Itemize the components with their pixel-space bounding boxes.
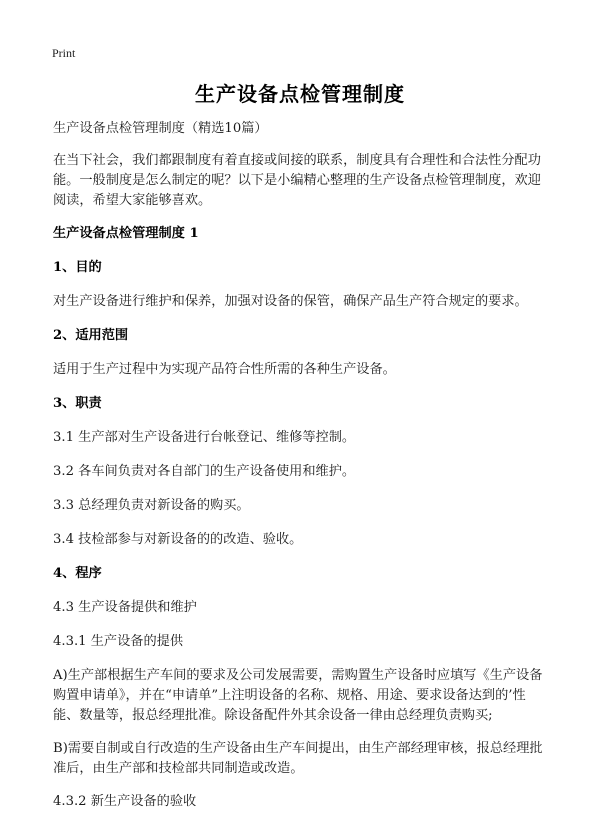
heading-duty: 3、职责 [53,396,102,411]
intro-paragraph: 在当下社会，我们都跟制度有着直接或间接的联系，制度具有合理性和合法性分配功能。一般制度是怎么制定的呢？以下是小编精心整理的生产设备点检管理制度，欢迎阅读，希望大家能够喜欢。 [53,153,541,208]
paragraph-a: A)生产部根据生产车间的要求及公司发展需要，需购置生产设备时应填写《生产设备购置申请单》，并在“申请单”上注明设备的名称、规格、用途、要求设备达到的’性能、数量等，报总经理批准。除设备配件外其余设备一律由总经理负责购买; [53,668,543,723]
procedure-subheading: 4.3.2 新生产设备的验收 [53,794,197,809]
document-body [53,119,549,812]
paragraph-b: B)需要自制或自行改造的生产设备由生产车间提出，由生产部经理审核，报总经理批准后，由生产部和技检部共同制造或改造。 [53,741,543,776]
duty-item: 3.4 技检部参与对新设备的的改造、验收。 [53,532,303,547]
print-label: Print [52,46,76,60]
section-heading: 生产设备点检管理制度 1 [53,226,199,241]
procedure-subheading: 4.3.1 生产设备的提供 [53,634,184,649]
heading-scope: 2、适用范围 [53,328,129,343]
duty-item: 3.2 各车间负责对各自部门的生产设备使用和维护。 [53,464,356,479]
heading-purpose: 1、目的 [53,260,102,275]
purpose-text: 对生产设备进行维护和保养，加强对设备的保管，确保产品生产符合规定的要求。 [53,294,528,309]
scope-text: 适用于生产过程中为实现产品符合性所需的各种生产设备。 [53,362,396,377]
procedure-subheading: 4.3 生产设备提供和维护 [53,600,197,615]
document-title: 生产设备点检管理制度 [195,82,405,106]
heading-procedure: 4、程序 [53,566,102,581]
duty-item: 3.3 总经理负责对新设备的购买。 [53,498,250,513]
duty-item: 3.1 生产部对生产设备进行台帐登记、维修等控制。 [53,430,356,445]
document-subtitle: 生产设备点检管理制度（精选10篇） [53,121,268,136]
